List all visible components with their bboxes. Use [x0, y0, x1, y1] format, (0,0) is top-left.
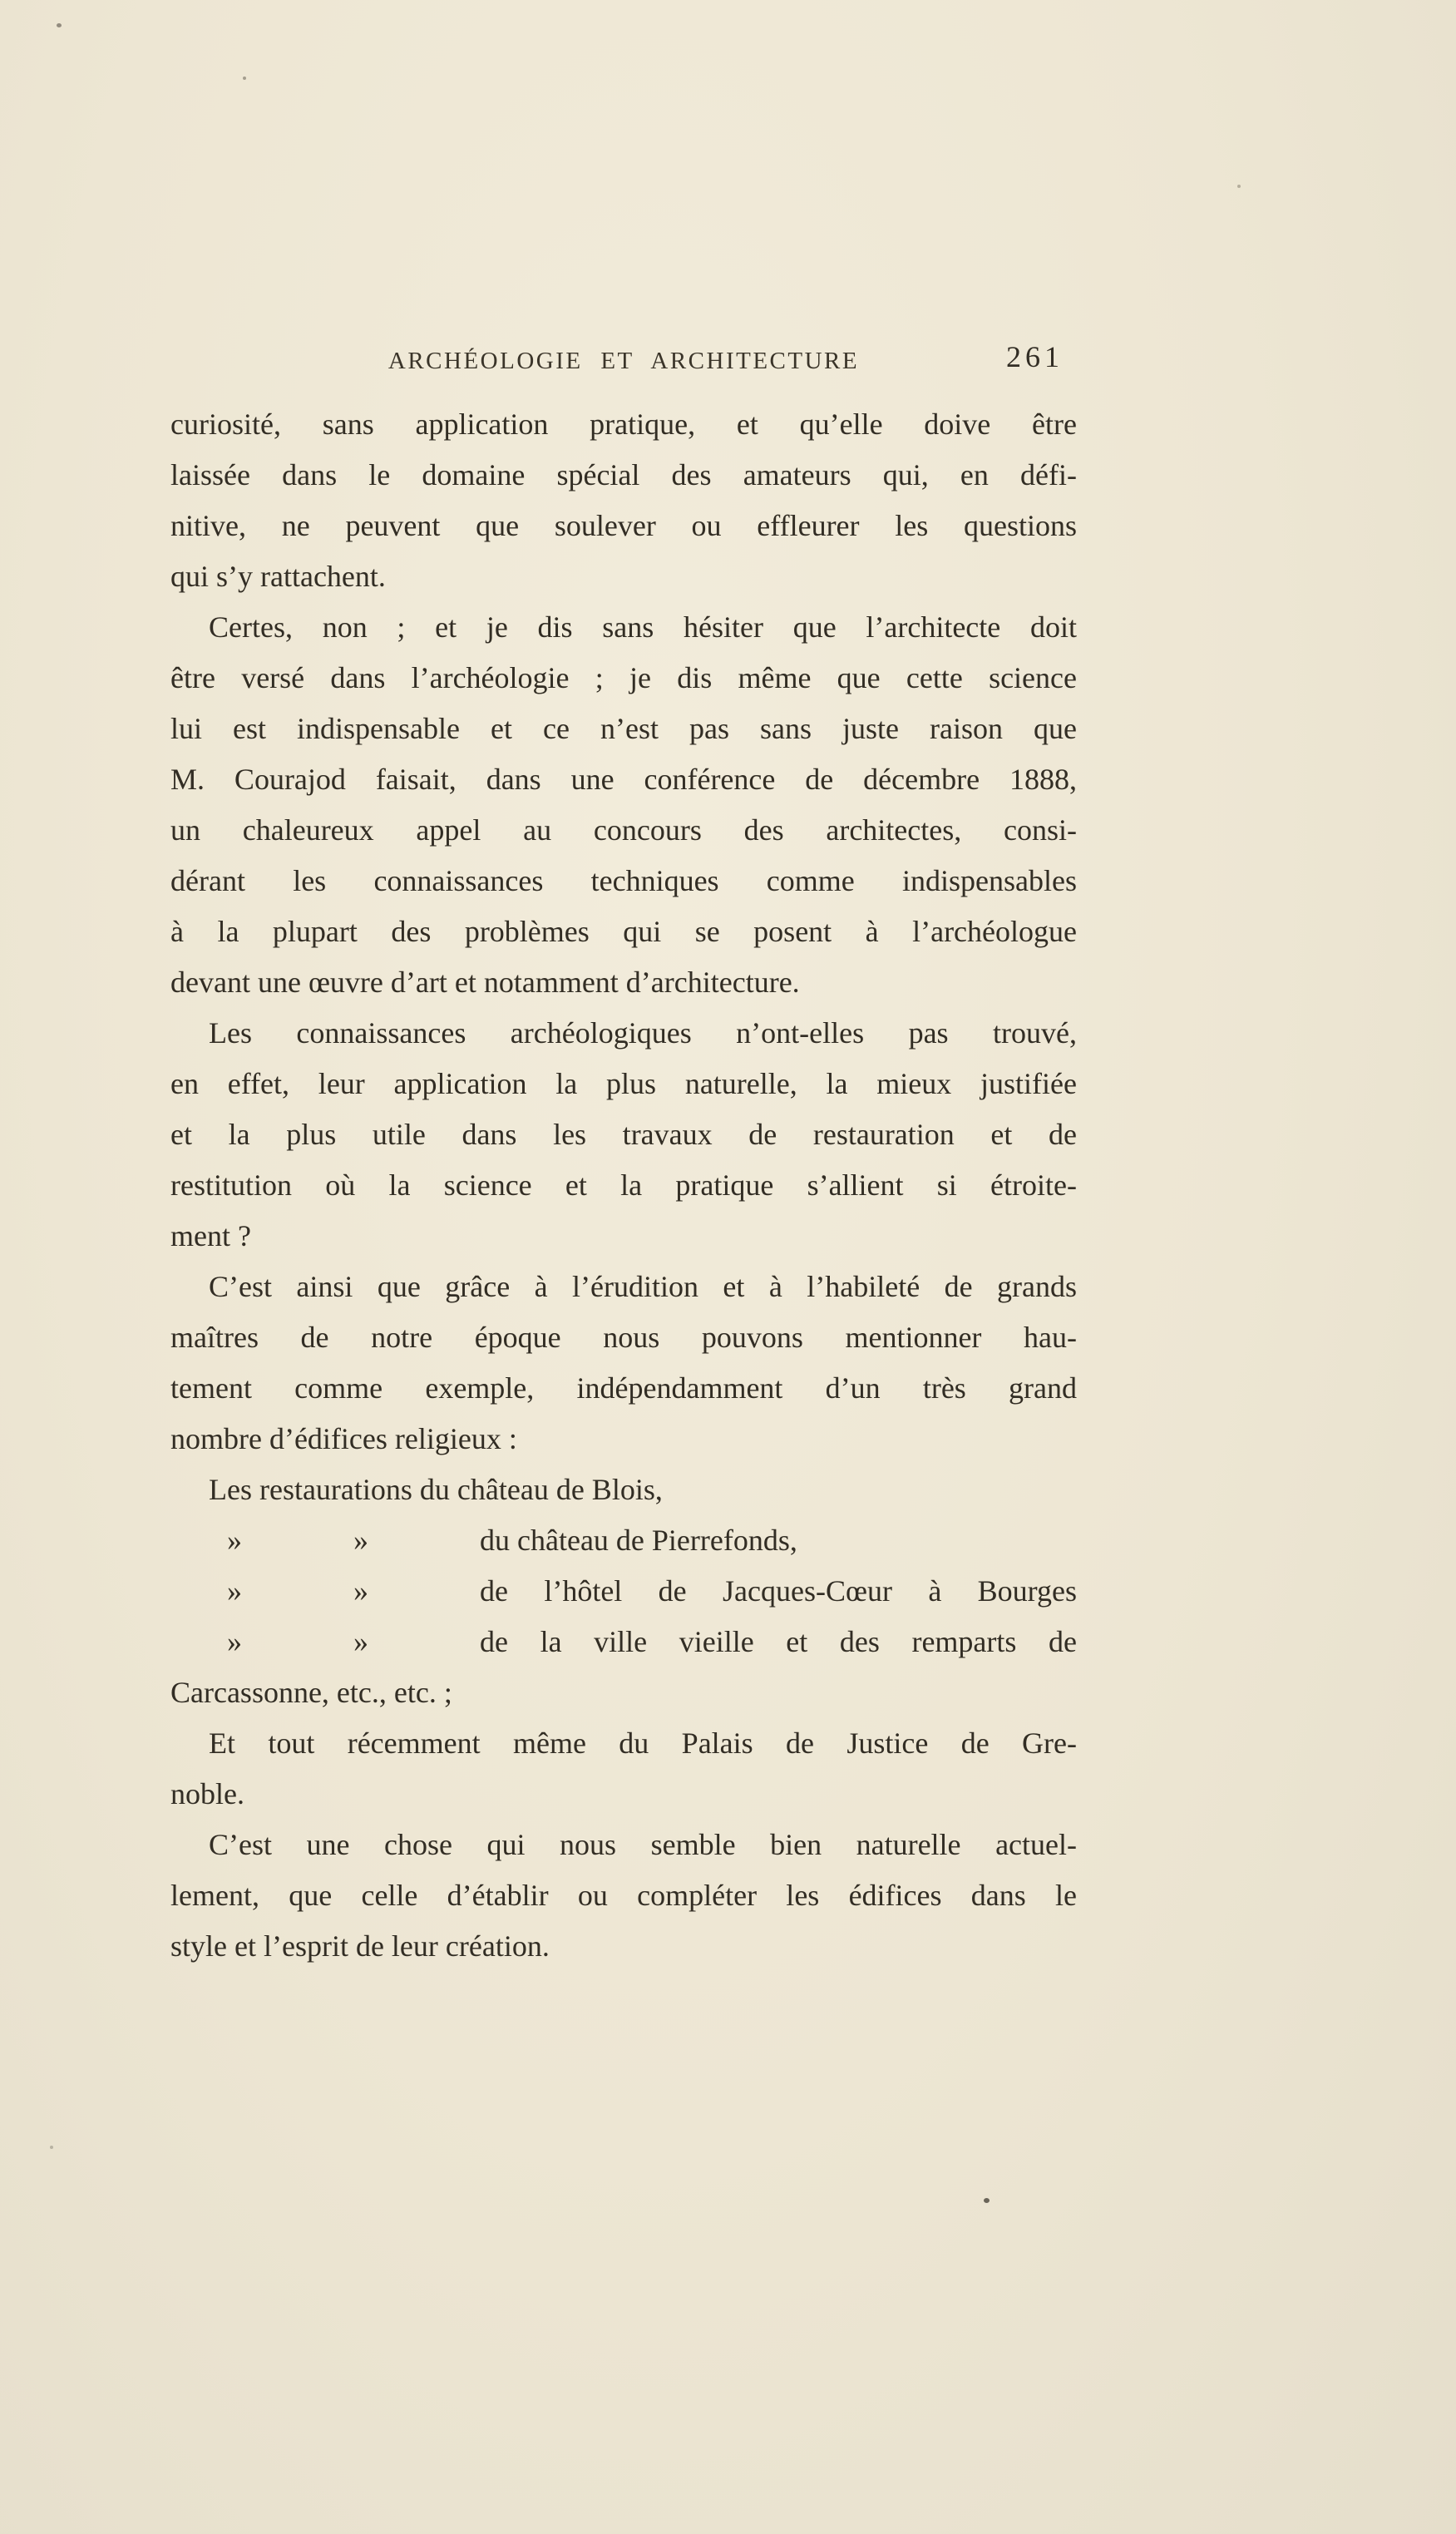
text-line: style et l’esprit de leur création.: [170, 1929, 550, 1963]
text-line: devant une œuvre d’art et notamment d’architecture.: [170, 966, 800, 999]
ditto-mark: »: [353, 1574, 368, 1608]
text-line: être versé dans l’archéologie ; je dis même que cette science: [170, 661, 1077, 694]
paper-speck: [243, 77, 246, 80]
text-line: un chaleureux appel au concours des architectes, consi-: [170, 813, 1077, 847]
text-line: Certes, non ; et je dis sans hésiter que l’architecte doit: [209, 610, 1077, 644]
ditto-mark: »: [353, 1524, 368, 1557]
paper-speck: [57, 23, 62, 27]
text-line: Et tout récemment même du Palais de Justice de Gre-: [209, 1726, 1077, 1760]
text-line: dérant les connaissances techniques comme indispensables: [170, 864, 1077, 897]
text-line: à la plupart des problèmes qui se posent à l’archéologue: [170, 915, 1077, 948]
text-line: tement comme exemple, indépendamment d’un très grand: [170, 1371, 1077, 1405]
ditto-mark: »: [227, 1574, 242, 1608]
restoration-list: [170, 1465, 1077, 1718]
text-line: en effet, leur application la plus naturelle, la mieux justifiée: [170, 1067, 1077, 1100]
paragraph: [170, 1008, 1077, 1262]
paragraph: [170, 1820, 1077, 1972]
paper-speck: [984, 2198, 990, 2203]
text-line: M. Courajod faisait, dans une conférence de décembre 1888,: [170, 763, 1077, 796]
text-line: ment ?: [170, 1219, 251, 1252]
page-number: 261: [1006, 340, 1064, 373]
text-line: qui s’y rattachent.: [170, 560, 386, 593]
paragraph: [170, 1718, 1077, 1820]
text-line: maîtres de notre époque nous pouvons mentionner hau-: [170, 1321, 1077, 1354]
list-line: Carcassonne, etc., etc. ;: [170, 1676, 452, 1709]
paragraph: [170, 602, 1077, 1008]
paper-speck: [1237, 185, 1241, 188]
running-title: ARCHÉOLOGIE ET ARCHITECTURE: [387, 348, 860, 374]
text-line: lement, que celle d’établir ou compléter les édifices dans le: [170, 1879, 1077, 1912]
text-line: nitive, ne peuvent que soulever ou effleurer les questions: [170, 509, 1077, 542]
text-line: noble.: [170, 1777, 244, 1810]
text-line: Les connaissances archéologiques n’ont-elles pas trouvé,: [209, 1016, 1077, 1050]
ditto-row: [170, 1515, 1077, 1566]
text-line: curiosité, sans application pratique, et qu’elle doive être: [170, 408, 1077, 441]
text-block: [170, 341, 1077, 1972]
text-line: C’est une chose qui nous semble bien naturelle actuel-: [209, 1828, 1077, 1861]
text-line: restitution où la science et la pratique s’allient si étroite-: [170, 1168, 1077, 1202]
text-line: et la plus utile dans les travaux de restauration et de: [170, 1118, 1077, 1151]
text-line: laissée dans le domaine spécial des amateurs qui, en défi-: [170, 458, 1077, 491]
list-line: de l’hôtel de Jacques-Cœur à Bourges: [480, 1574, 1077, 1608]
paragraph: [170, 399, 1077, 602]
list-line: de la ville vieille et des remparts de: [480, 1625, 1077, 1658]
page-header: [170, 341, 1077, 381]
ditto-row: [170, 1617, 1077, 1667]
paper-speck: [50, 2146, 53, 2149]
text-line: C’est ainsi que grâce à l’érudition et à l’habileté de grands: [209, 1270, 1077, 1303]
ditto-mark: »: [227, 1524, 242, 1557]
text-line: nombre d’édifices religieux :: [170, 1422, 517, 1455]
ditto-mark: »: [227, 1625, 242, 1658]
ditto-mark: »: [353, 1625, 368, 1658]
ditto-row: [170, 1566, 1077, 1617]
list-line: Les restaurations du château de Blois,: [209, 1473, 663, 1506]
paragraph: [170, 1262, 1077, 1465]
list-line: du château de Pierrefonds,: [480, 1524, 797, 1557]
text-line: lui est indispensable et ce n’est pas sans juste raison que: [170, 712, 1077, 745]
